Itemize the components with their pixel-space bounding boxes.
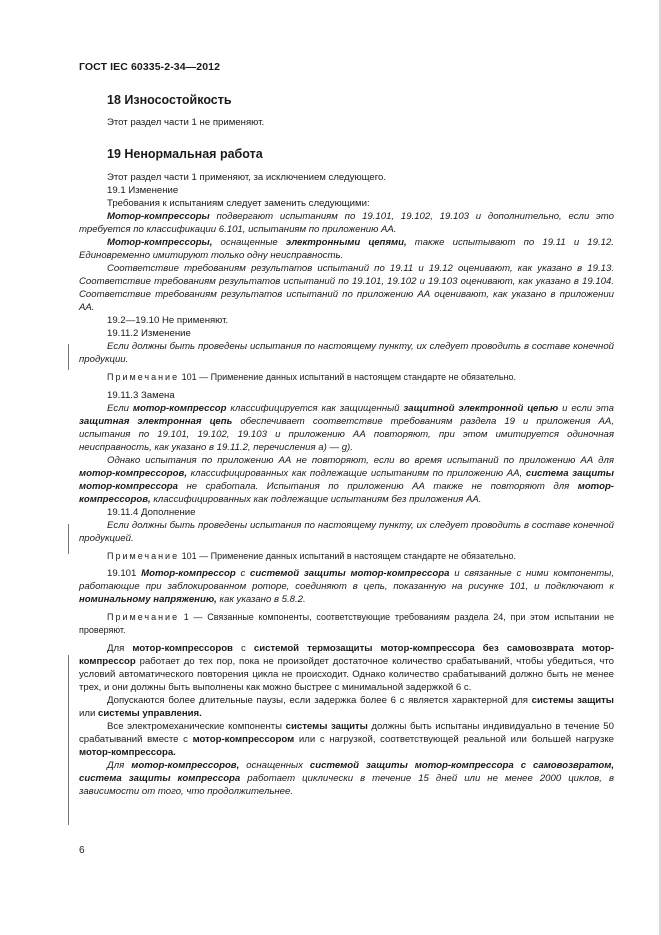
document-header: ГОСТ IEC 60335-2-34—2012 <box>79 61 221 73</box>
paragraph: Для мотор-компрессоров, оснащенных системой защиты мотор-компрессора с самовозвратом, система защиты компрессора работает циклически в течение 15 дней или не менее 2000 циклов, в зависимости от того, что продолжительнее. <box>79 760 614 798</box>
paragraph: Если мотор-компрессор классифицируется как защищенный защитной электронной цепью и если эта защитная электронная цепь обеспечивает соответствие требованиям раздела 19 и приложения АА, испытания по 19.101, 19.102, 19.103 и приложению АА повторяют, при этом имитируется одиночная неисправность, как указано в 19.11.2, перечисления а) — g). <box>79 402 614 453</box>
paragraph: Для мотор-компрессоров с системой термозащиты мотор-компрессора без самовозврата мотор-компрессор работает до тех пор, пока не произойдет достаточное количество срабатываний, чтобы убедиться, что условий автоматического повторения цикла не происходит. Однако количество срабатываний должно быть не менее трех, и они должны быть выполнены как можно быстрее с минимальной задержкой 6 с. <box>79 643 614 694</box>
paragraph: Мотор-компрессоры подвергают испытаниям по 19.101, 19.102, 19.103 и дополнительно, если это требуется по классификации 6.101, испытаниям по приложению АА. <box>79 211 614 235</box>
clause-19-2-19-10: 19.2—19.10 Не применяют. <box>107 315 229 326</box>
paragraph: Мотор-компрессоры, оснащенные электронными цепями, также испытывают по 19.11 и 19.12. Единовременно имитируют только одну неисправность. <box>79 237 614 261</box>
clause-19-11-3: 19.11.3 Замена <box>107 389 175 401</box>
paragraph: Однако испытания по приложению АА не повторяют, если во время испытаний по приложению АА для мотор-компрессоров, классифицированных как подлежащие испытаниям по приложению АА, система защиты мотор-компрессора не сработала. Испытания по приложению АА также не повторяют для мотор-компрессоров, классифицированных как подлежащие испытаниям без приложения АА. <box>79 454 614 505</box>
section-19-intro: Этот раздел части 1 применяют, за исключением следующего. <box>107 172 387 183</box>
section-19-body <box>79 171 614 798</box>
change-bar <box>68 344 69 370</box>
change-bar <box>68 655 69 825</box>
requirements-text: Требования к испытаниям следует заменить следующими: <box>107 198 370 209</box>
note: Примечание 101 — Применение данных испытаний в настоящем стандарте не обязательно. <box>107 550 517 561</box>
paragraph: Все электромеханические компоненты системы защиты должны быть испытаны индивидуально в течение 50 срабатываний вместе с мотор-компрессором или с нагрузкой, соответствующей реальной или большей нагрузке мотор-компрессора. <box>79 721 614 759</box>
section-18-text: Этот раздел части 1 не применяют. <box>107 117 265 128</box>
paragraph: Если должны быть проведены испытания по настоящему пункту, их следует проводить в составе конечной продукцией. <box>79 519 614 544</box>
section-19-title: 19 Ненормальная работа <box>107 147 263 161</box>
section-18-title: 18 Износостойкость <box>107 93 232 107</box>
clause-19-11-2: 19.11.2 Изменение <box>107 328 191 339</box>
note: Примечание 1 — Связанные компоненты, соответствующие требованиям раздела 24, при этом испытании не проверяют. <box>79 612 614 635</box>
paragraph: Если должны быть проведены испытания по настоящему пункту, их следует проводить в составе конечной продукции. <box>79 341 614 365</box>
clause-19-101: 19.101 Мотор-компрессор с системой защиты мотор-компрессора и связанные с ними компоненты, работающие при заблокированном роторе, соединяют в цепь, показанную на рисунке 101, и подключают к номинальному напряжению, как указано в 5.8.2. <box>79 568 614 606</box>
page-number: 6 <box>79 845 85 856</box>
clause-19-11-4: 19.11.4 Дополнение <box>107 506 196 518</box>
paragraph: Соответствие требованиям результатов испытаний по 19.11 и 19.12 оценивают, как указано в 19.13. Соответствие требованиям результатов испытаний по 19.101, 19.102 и 19.103 оценивают, как указано в 19.104. Соответствие требованиям результатов испытаний по приложению АА оценивают, как указано в приложении АА. <box>79 263 614 313</box>
clause-19-1: 19.1 Изменение <box>107 185 179 196</box>
change-bar <box>68 524 69 554</box>
note: Примечание 101 — Применение данных испытаний в настоящем стандарте не обязательно. <box>107 372 517 382</box>
paragraph: Допускаются более длительные паузы, если задержка более 6 с является характерной для системы защиты или системы управления. <box>79 695 614 720</box>
section-18-body <box>79 116 614 129</box>
